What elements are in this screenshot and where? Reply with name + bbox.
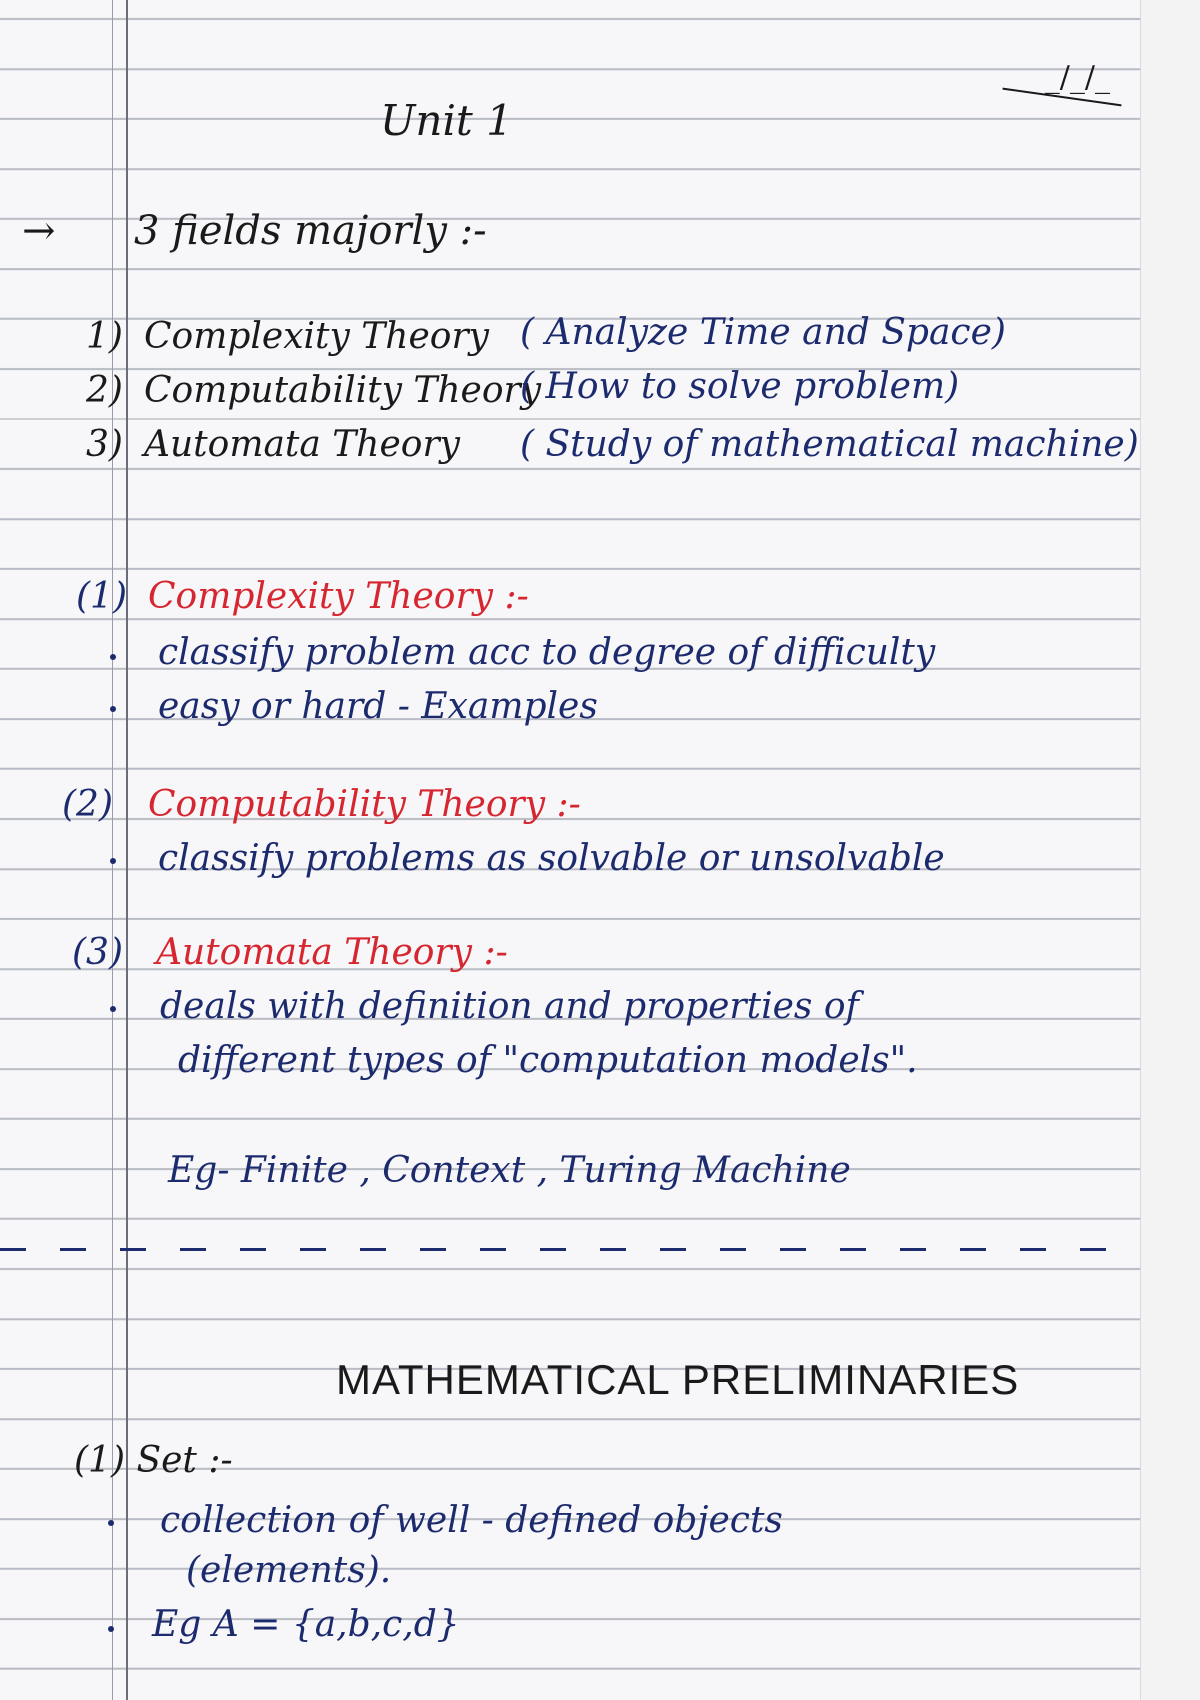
intro-item-note: ( Study of mathematical machine) xyxy=(520,424,1139,465)
section-bullet: different types of "computation models". xyxy=(178,1040,918,1081)
section-title: Automata Theory :- xyxy=(156,932,508,973)
bullet-dot xyxy=(110,706,116,712)
intro-item-note: ( Analyze Time and Space) xyxy=(520,312,1006,353)
intro-item-num: 2) xyxy=(86,370,123,411)
math-bullet: collection of well - defined objects xyxy=(160,1500,783,1541)
bullet-dot xyxy=(110,858,116,864)
section-example: Eg- Finite , Context , Turing Machine xyxy=(168,1150,851,1191)
section-bullet: deals with definition and properties of xyxy=(160,986,859,1027)
math-heading: MATHEMATICAL PRELIMINARIES xyxy=(336,1356,1020,1403)
section-bullet: easy or hard - Examples xyxy=(158,686,598,727)
date-mark: _/_/_ xyxy=(1044,60,1110,95)
section-num: (2) xyxy=(62,784,113,825)
bullet-dot xyxy=(110,1006,116,1012)
intro-title: 3 fields majorly :- xyxy=(134,208,487,254)
intro-item-num: 3) xyxy=(86,424,123,465)
section-title: Computability Theory :- xyxy=(148,784,581,825)
bullet-dot xyxy=(110,654,116,660)
intro-item-note: ( How to solve problem) xyxy=(520,366,960,407)
unit-title: Unit 1 xyxy=(380,96,513,145)
section-title: Complexity Theory :- xyxy=(148,576,529,617)
section-bullet: classify problem acc to degree of difficulty xyxy=(158,632,936,673)
dashed-divider xyxy=(0,1248,1140,1251)
math-example: Eg A = {a,b,c,d} xyxy=(152,1604,460,1645)
bullet-dot xyxy=(108,1520,114,1526)
section-num: (1) xyxy=(76,576,127,617)
arrow-icon: → xyxy=(22,208,56,254)
set-title: (1) Set :- xyxy=(74,1440,233,1481)
intro-item-label: Complexity Theory xyxy=(144,316,490,357)
intro-item-label: Computability Theory xyxy=(144,370,542,411)
math-bullet: (elements). xyxy=(186,1550,392,1591)
section-num: (3) xyxy=(72,932,123,973)
bullet-dot xyxy=(108,1626,114,1632)
intro-item-label: Automata Theory xyxy=(144,424,461,465)
intro-item-num: 1) xyxy=(86,316,123,357)
section-bullet: classify problems as solvable or unsolvable xyxy=(158,838,945,879)
